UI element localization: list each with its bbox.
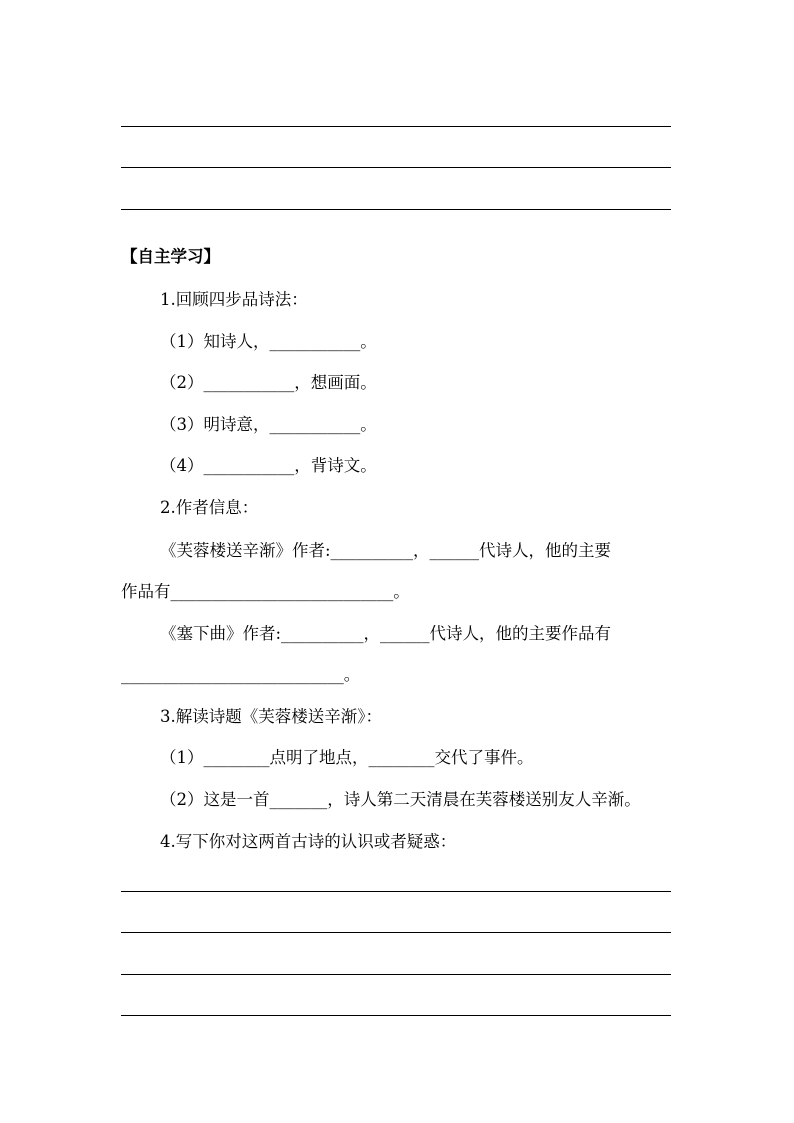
q2-title: 2.作者信息：: [160, 498, 259, 517]
answer-line-bottom-4: [121, 1015, 671, 1016]
q3-title: 3.解读诗题《芙蓉楼送辛渐》：: [160, 707, 382, 726]
answer-line-bottom-3: [121, 974, 671, 975]
q2-line-3: 《塞下曲》作者:__________，______代诗人，他的主要作品有: [160, 624, 612, 643]
answer-line-top-2: [121, 167, 671, 168]
answer-line-bottom-2: [121, 932, 671, 933]
answer-line-top-3: [121, 209, 671, 210]
q1-item-1: （1）知诗人，___________。: [160, 332, 377, 351]
answer-line-bottom-1: [121, 891, 671, 892]
q4-title: 4.写下你对这两首古诗的认识或者疑惑：: [160, 832, 457, 851]
q1-item-3: （3）明诗意，___________。: [160, 415, 377, 434]
q3-item-2: （2）这是一首_______，诗人第二天清晨在芙蓉楼送别友人辛渐。: [160, 790, 641, 809]
q3-item-1: （1）________点明了地点，________交代了事件。: [160, 748, 534, 767]
q2-line-2: 作品有___________________________。: [121, 582, 410, 601]
q1-item-2: （2）___________，想画面。: [160, 373, 377, 392]
answer-line-top-1: [121, 126, 671, 127]
q1-title: 1.回顾四步品诗法：: [160, 290, 308, 309]
q1-item-4: （4）___________，背诗文。: [160, 456, 377, 475]
q2-line-1: 《芙蓉楼送辛渐》作者:__________，______代诗人，他的主要: [160, 541, 612, 560]
section-title: 【自主学习】: [121, 247, 220, 266]
q2-line-4: ___________________________。: [121, 665, 361, 684]
